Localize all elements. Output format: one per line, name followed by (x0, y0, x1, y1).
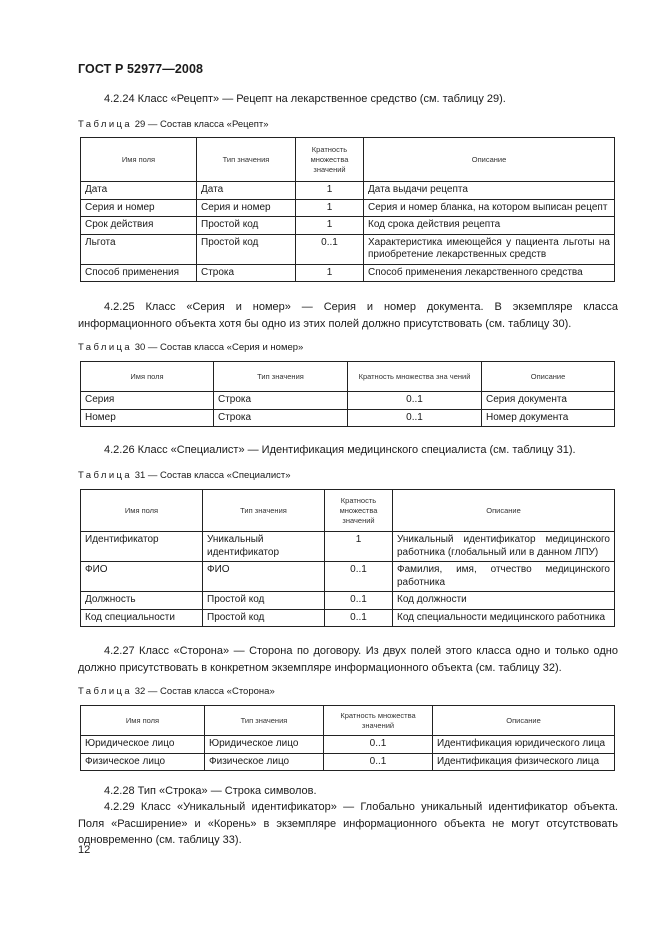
table-31-caption: Таблица 31 — Состав класса «Специалист» (78, 470, 291, 481)
table-cell: Срок действия (81, 217, 197, 235)
section-4-2-24: 4.2.24 Класс «Рецепт» — Рецепт на лекарственное средство (см. таблицу 29). (104, 93, 506, 105)
table-30 (80, 361, 615, 427)
table-header-cell: Тип значения (205, 706, 324, 736)
table-cell: Уникальный идентификатор (203, 532, 325, 562)
table-header-cell: Имя поля (81, 490, 203, 532)
table-31 (80, 489, 615, 627)
table-cell: Должность (81, 592, 203, 610)
table-32 (80, 705, 615, 771)
table-cell: Юридическое лицо (81, 736, 205, 754)
table-cell: Номер (81, 409, 214, 427)
table-row (81, 409, 615, 427)
table-cell: Простой код (203, 609, 325, 627)
table-29 (80, 137, 615, 282)
table-cell: Строка (214, 392, 348, 410)
table-cell: 0..1 (325, 592, 393, 610)
table-cell: Дата выдачи рецепта (364, 182, 615, 200)
table-cell: Серия и номер (197, 199, 296, 217)
table-row (81, 592, 615, 610)
section-4-2-29: 4.2.29 Класс «Уникальный идентификатор» — Глобально уникальный идентификатор объекта. Поля «Расширение» и «Корень» в экземпляре информационного объекта не могут отсутствовать одновременно (см. таблицу 33). (78, 801, 618, 846)
table-cell: Способ применения лекарственного средства (364, 264, 615, 282)
table-header-cell: Тип значения (197, 138, 296, 182)
table-cell: Дата (81, 182, 197, 200)
table-cell: Номер документа (482, 409, 615, 427)
table-cell: Серия (81, 392, 214, 410)
table-32-caption: Таблица 32 — Состав класса «Сторона» (78, 686, 275, 697)
table-header-cell: Описание (433, 706, 615, 736)
table-header-cell: Имя поля (81, 706, 205, 736)
table-cell: 0..1 (296, 234, 364, 264)
table-cell: Простой код (203, 592, 325, 610)
table-header-cell: Имя поля (81, 362, 214, 392)
table-cell: Код должности (393, 592, 615, 610)
table-cell: 0..1 (324, 753, 433, 771)
table-row (81, 199, 615, 217)
section-4-2-28: 4.2.28 Тип «Строка» — Строка символов. (104, 785, 317, 797)
table-header-cell: Кратность множества значений (296, 138, 364, 182)
table-header-cell: Кратность множества зна чений (348, 362, 482, 392)
table-cell: 0..1 (325, 609, 393, 627)
table-cell: Идентификация юридического лица (433, 736, 615, 754)
table-header-cell: Тип значения (203, 490, 325, 532)
table-row (81, 217, 615, 235)
table-cell: Серия и номер (81, 199, 197, 217)
table-header-cell: Кратность множества значений (325, 490, 393, 532)
table-cell: Серия документа (482, 392, 615, 410)
table-cell: Простой код (197, 217, 296, 235)
table-row (81, 609, 615, 627)
table-cell: Физическое лицо (205, 753, 324, 771)
table-row (81, 562, 615, 592)
table-cell: 1 (296, 182, 364, 200)
table-cell: 0..1 (348, 409, 482, 427)
table-cell: Код срока действия рецепта (364, 217, 615, 235)
table-cell: ФИО (81, 562, 203, 592)
table-row (81, 392, 615, 410)
table-29-caption: Таблица 29 — Состав класса «Рецепт» (78, 119, 269, 130)
table-row (81, 753, 615, 771)
table-header-cell: Описание (482, 362, 615, 392)
section-4-2-25: 4.2.25 Класс «Серия и номер» — Серия и номер документа. В экземпляре класса информационного объекта хотя бы одно из этих полей должно присутствовать (см. таблицу 30). (78, 301, 618, 330)
table-row (81, 264, 615, 282)
table-cell: 0..1 (325, 562, 393, 592)
page-header-standard: ГОСТ Р 52977—2008 (78, 62, 204, 76)
table-header-cell: Имя поля (81, 138, 197, 182)
page-number: 12 (78, 844, 91, 856)
table-row (81, 736, 615, 754)
table-cell: Код специальности (81, 609, 203, 627)
table-cell: Физическое лицо (81, 753, 205, 771)
table-cell: 1 (325, 532, 393, 562)
table-cell: Характеристика имеющейся у пациента льготы на приобретение лекарственных средств (364, 234, 615, 264)
table-header-cell: Описание (364, 138, 615, 182)
table-cell: Код специальности медицинского работника (393, 609, 615, 627)
table-cell: Строка (214, 409, 348, 427)
table-30-caption: Таблица 30 — Состав класса «Серия и номер» (78, 342, 304, 353)
table-cell: ФИО (203, 562, 325, 592)
table-row (81, 182, 615, 200)
table-cell: 1 (296, 264, 364, 282)
table-cell: 1 (296, 217, 364, 235)
table-cell: 0..1 (324, 736, 433, 754)
table-row (81, 532, 615, 562)
table-cell: Идентификатор (81, 532, 203, 562)
table-header-cell: Описание (393, 490, 615, 532)
table-header-cell: Тип значения (214, 362, 348, 392)
table-cell: 1 (296, 199, 364, 217)
table-cell: Простой код (197, 234, 296, 264)
table-cell: Юридическое лицо (205, 736, 324, 754)
table-cell: Дата (197, 182, 296, 200)
table-cell: Серия и номер бланка, на котором выписан рецепт (364, 199, 615, 217)
table-cell: Строка (197, 264, 296, 282)
table-cell: 0..1 (348, 392, 482, 410)
table-cell: Идентификация физического лица (433, 753, 615, 771)
table-cell: Льгота (81, 234, 197, 264)
section-4-2-27: 4.2.27 Класс «Сторона» — Сторона по договору. Из двух полей этого класса одно и только одно должно присутствовать в конкретном экземпляре информационного объекта (см. таблицу 32). (78, 645, 618, 674)
table-cell: Способ применения (81, 264, 197, 282)
section-4-2-26: 4.2.26 Класс «Специалист» — Идентификация медицинского специалиста (см. таблицу 31). (104, 444, 576, 456)
table-cell: Фамилия, имя, отчество медицинского работника (393, 562, 615, 592)
table-header-cell: Кратность множества значений (324, 706, 433, 736)
table-cell: Уникальный идентификатор медицинского работника (глобальный или в данном ЛПУ) (393, 532, 615, 562)
table-row (81, 234, 615, 264)
